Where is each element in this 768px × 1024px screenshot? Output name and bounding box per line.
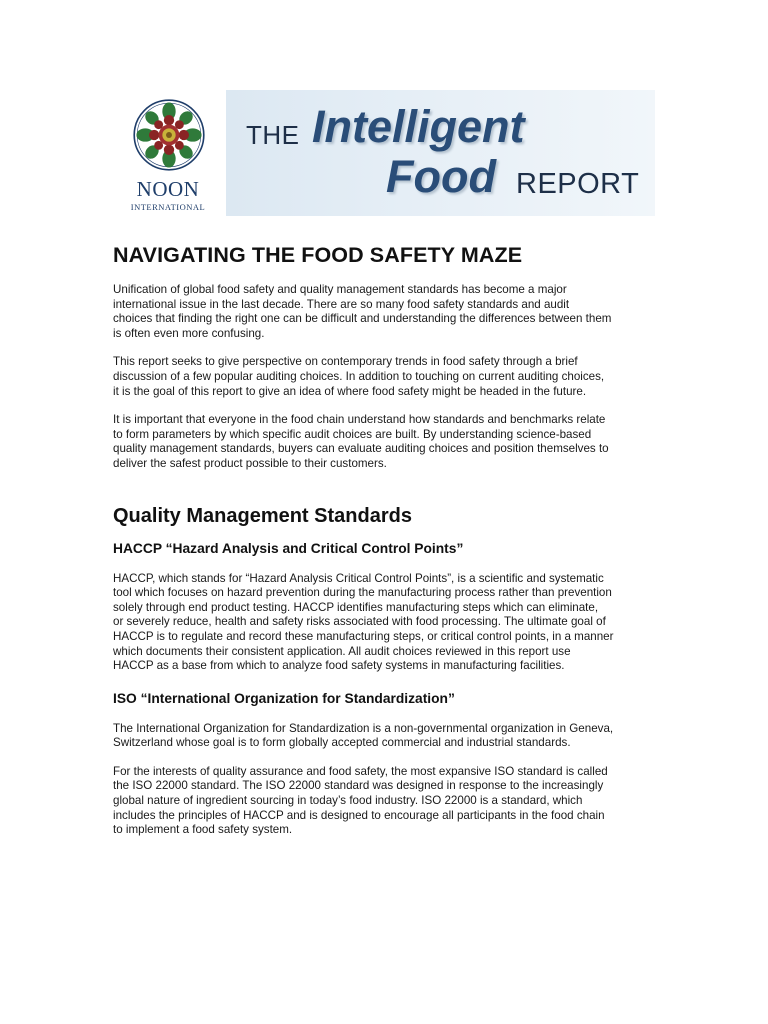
iso-paragraph-2: For the interests of quality assurance and food safety, the most expansive ISO standard is called the ISO 22000 standard. The ISO 22000 standard was designed in response to the increasingly global nature of ingredient sourcing in today’s food industry. ISO 22000 is a standard, which includes the principles of HACCP and is designed to encourage all participants in the food chain to implement a food safety system. [113,764,608,837]
logo-name: NOON [136,177,200,201]
banner-food: Food [386,151,496,202]
document-body [113,240,658,838]
logo-subtitle: INTERNATIONAL [130,202,206,212]
page-title: NAVIGATING THE FOOD SAFETY MAZE [113,243,523,267]
haccp-heading: HACCP “Hazard Analysis and Critical Control Points” [113,540,464,556]
iso-paragraph-1: The International Organization for Standardization is a non-governmental organization in Geneva, Switzerland whose goal is to form globally accepted commercial and industrial standards. [113,721,614,750]
rose-emblem-icon [132,98,206,172]
intro-paragraph-1: Unification of global food safety and quality management standards has become a major international issue in the last decade. There are so many food safety standards and audit choices that finding the right one can be difficult and understanding the differences between them is often even more confusing. [113,283,612,340]
intro-paragraph-3: It is important that everyone in the food chain understand how standards and benchmarks relate to form parameters by which specific audit choices are built. By understanding science-based quality management standards, buyers can evaluate auditing choices and position themselves to deliver the safest product possible to their customers. [113,413,609,470]
section-title: Quality Management Standards [113,504,412,527]
intro-paragraph-2: This report seeks to give perspective on contemporary trends in food safety through a brief discussion of a few popular auditing choices. In addition to touching on current auditing choices, it is the goal of this report to give an idea of where food safety might be headed in the future. [113,355,605,398]
haccp-paragraph: HACCP, which stands for “Hazard Analysis Critical Control Points”, is a scientific and systematic tool which focuses on hazard prevention during the manufacturing process rather than prevention solely through end product testing. HACCP identifies manufacturing steps which can eliminate, or severely reduce, health and safety risks associated with food processing. The ultimate goal of HACCP is to regulate and record these manufacturing steps, or critical control points, in a manner which documents their consistent application. All audit choices reviewed in this report use HACCP as a base from which to analyze food safety systems in manufacturing facilities. [113,571,614,673]
noon-logo [124,98,212,218]
banner-the: THE [246,120,300,150]
banner-intelligent: Intelligent [312,101,525,152]
report-banner [226,90,655,216]
banner-report: REPORT [516,168,640,200]
iso-heading: ISO “International Organization for Standardization” [113,690,455,706]
